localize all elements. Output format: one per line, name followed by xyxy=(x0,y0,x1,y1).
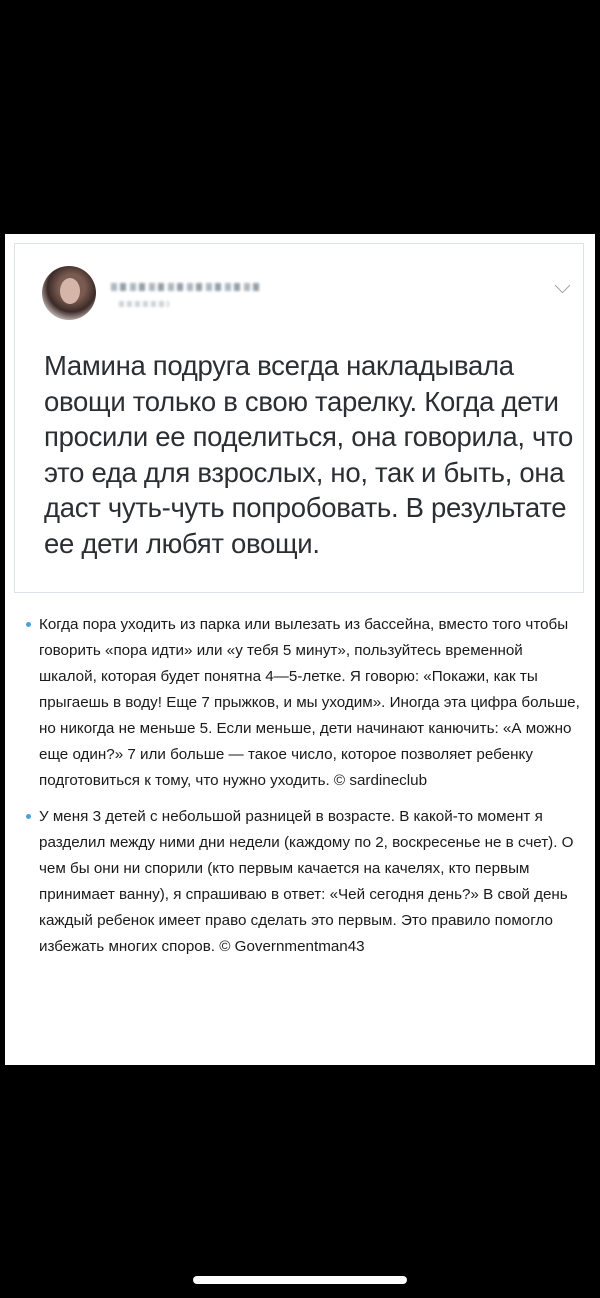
tweet-embed xyxy=(14,243,584,593)
blurred-handle xyxy=(119,301,169,307)
blurred-username xyxy=(111,283,261,291)
article-card xyxy=(5,234,595,1065)
list-item: У меня 3 детей с небольшой разницей в возрасте. В какой-то момент я разделил между ними дни недели (каждому по 2, воскресенье не в счет). О чем бы они ни спорили (кто первым качается на качелях, кто первым принимает ванну), я спрашиваю в ответ: «Чей сегодня день?» В свой день каждый ребенок имеет право сделать это первым. Это правило помогло избежать многих споров. © Governmentman43 xyxy=(27,804,582,960)
list-item: Когда пора уходить из парка или вылезать из бассейна, вместо того чтобы говорить «пора идти» или «у тебя 5 минут», пользуйтесь временной шкалой, которая будет понятна 4—5-летке. Я говорю: «Покажи, как ты прыгаешь в воду! Еще 7 прыжков, и мы уходим». Иногда эта цифра больше, но никогда не меньше 5. Если меньше, дети начинают канючить: «А можно еще один?» 7 или больше — такое число, которое позволяет ребенку подготовиться к тому, что нужно уходить. © sardineclub xyxy=(27,612,582,794)
avatar-face xyxy=(60,278,80,304)
avatar[interactable] xyxy=(42,266,96,320)
tweet-text: Мамина подруга всегда накладывала овощи только в свою тарелку. Когда дети просили ее поделиться, она говорила, что это еда для взрослых, но, так и быть, она даст чуть-чуть попробовать. В результате ее дети любят овощи. xyxy=(44,350,574,559)
home-indicator[interactable] xyxy=(193,1276,407,1284)
tips-list xyxy=(27,612,582,970)
chevron-down-icon[interactable] xyxy=(555,278,571,294)
